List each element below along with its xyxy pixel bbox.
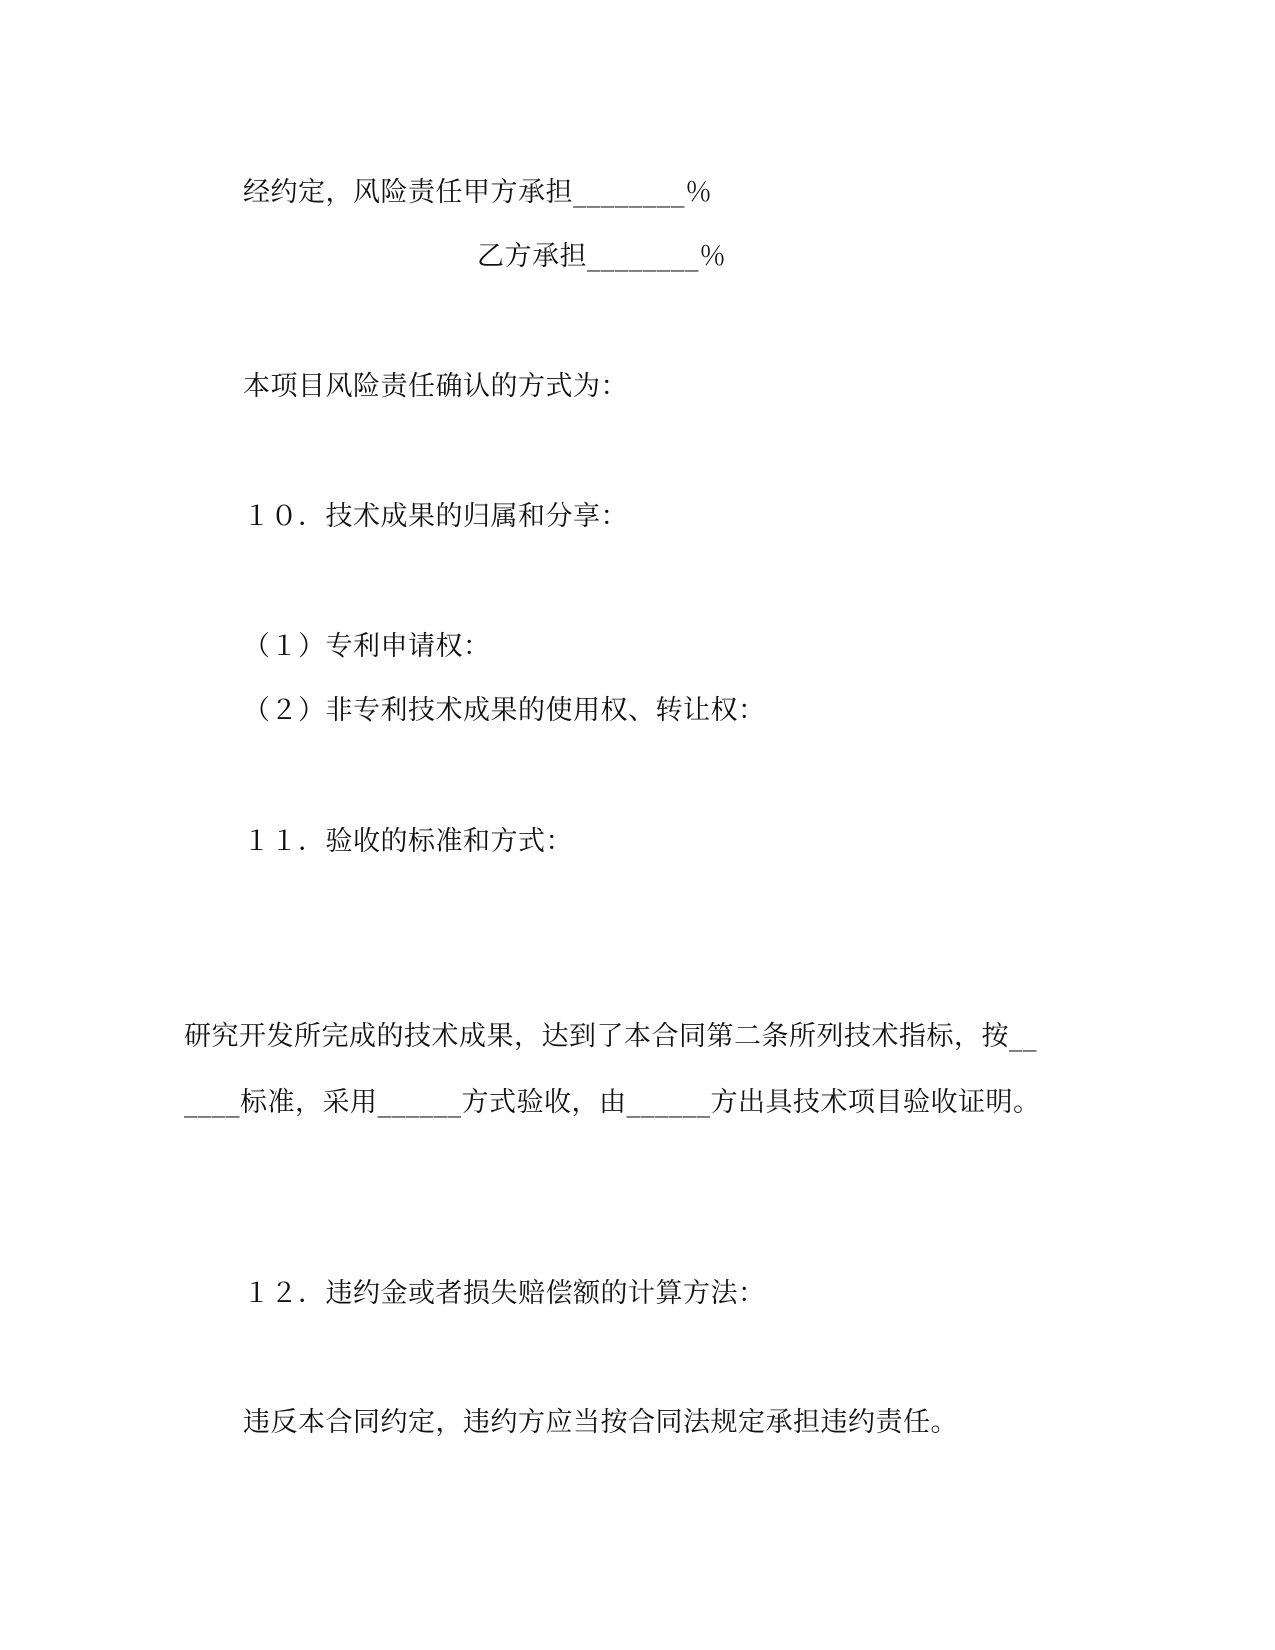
section-11-heading: １１．验收的标准和方式： bbox=[243, 826, 573, 857]
non-patent-right-item: （２）非专利技术成果的使用权、转让权： bbox=[243, 695, 766, 726]
acceptance-paragraph-line-2: ____标准，采用______方式验收，由______方出具技术项目验收证明。 bbox=[184, 1087, 1041, 1118]
section-10-heading: １０．技术成果的归属和分享： bbox=[243, 501, 628, 532]
risk-party-b-line: 乙方承担________％ bbox=[477, 241, 727, 272]
breach-liability-line: 违反本合同约定，违约方应当按合同法规定承担违约责任。 bbox=[243, 1407, 958, 1438]
acceptance-paragraph-line-1: 研究开发所完成的技术成果，达到了本合同第二条所列技术指标，按__ bbox=[184, 1021, 1037, 1052]
risk-confirmation-line: 本项目风险责任确认的方式为： bbox=[243, 371, 628, 402]
patent-right-item: （１）专利申请权： bbox=[243, 631, 491, 662]
section-12-heading: １２．违约金或者损失赔偿额的计算方法： bbox=[243, 1278, 766, 1309]
risk-party-a-line: 经约定，风险责任甲方承担________％ bbox=[243, 177, 713, 208]
